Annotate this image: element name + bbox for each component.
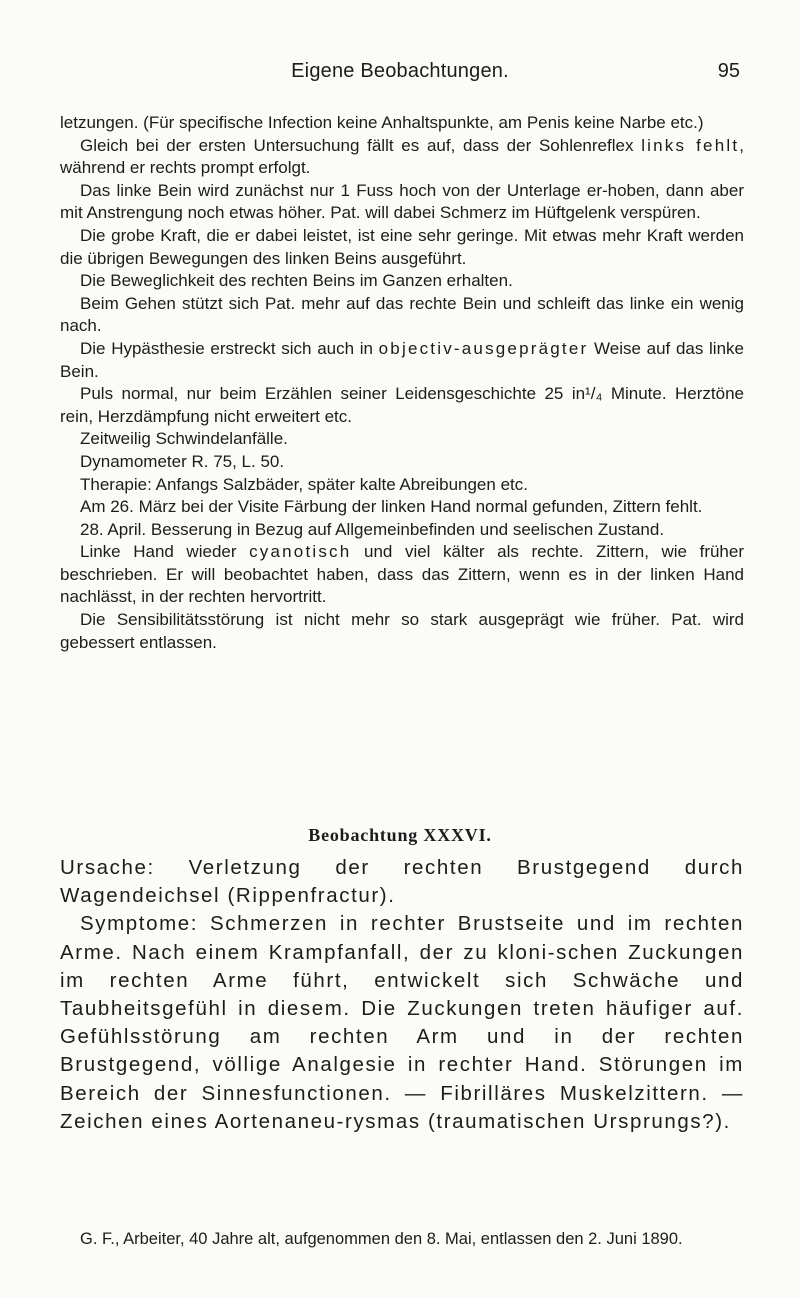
case-summary <box>60 854 744 1136</box>
paragraph: 28. April. Besserung in Bezug auf Allgemeinbefinden und seelischen Zustand. <box>80 519 665 539</box>
paragraph: Die grobe Kraft, die er dabei leistet, ist eine sehr geringe. Mit etwas mehr Kraft werden die übrigen Bewegungen des linken Beins ausgeführt. <box>60 225 744 268</box>
paragraph <box>60 541 744 609</box>
paragraph: Beim Gehen stützt sich Pat. mehr auf das rechte Bein und schleift das linke ein wenig nach. <box>60 293 744 336</box>
main-text <box>60 112 744 654</box>
page-header <box>60 60 740 90</box>
paragraph-text: , während er rechts prompt erfolgt. <box>60 135 744 178</box>
emphasized-text: objectiv-ausgeprägter <box>378 338 589 358</box>
paragraph: Die Sensibilitätsstörung ist nicht mehr so stark ausgeprägt wie früher. Pat. wird gebessert entlassen. <box>60 610 744 652</box>
paragraph-text: und viel kälter als rechte. Zittern, wie früher beschrieben. Er will beobachtet haben, dass das Zittern, wenn es in der linken Hand nachlässt, in der rechten hervortritt. <box>60 542 744 607</box>
paragraph <box>60 338 744 383</box>
paragraph: Puls normal, nur beim Erzählen seiner Leidensgeschichte 25 in¹/₄ Minute. Herztöne rein, Herzdämpfung nicht erweitert etc. <box>60 384 744 426</box>
page-number: 95 <box>717 60 740 82</box>
paragraph: Zeitweilig Schwindelanfälle. <box>80 429 288 449</box>
section-heading: Beobachtung XXXVI. <box>308 825 492 845</box>
paragraph: Die Beweglichkeit des rechten Beins im Ganzen erhalten. <box>80 271 513 291</box>
paragraph: Therapie: Anfangs Salzbäder, später kalte Abreibungen etc. <box>80 474 528 494</box>
paragraph-text: Linke Hand wieder <box>80 542 250 562</box>
paragraph: Am 26. März bei der Visite Färbung der linken Hand normal gefunden, Zittern fehlt. <box>80 497 703 517</box>
patient-info: G. F., Arbeiter, 40 Jahre alt, aufgenommen den 8. Mai, entlassen den 2. Juni 1890. <box>80 1230 683 1248</box>
paragraph: Dynamometer R. 75, L. 50. <box>80 451 285 471</box>
paragraph: Das linke Bein wird zunächst nur 1 Fuss hoch von der Unterlage er-hoben, dann aber mit Anstrengung noch etwas höher. Pat. will dabei Schmerz im Hüftgelenk verspüren. <box>60 180 744 223</box>
paragraph-text: Gleich bei der ersten Untersuchung fällt es auf, dass der Sohlenreflex <box>80 135 642 155</box>
emphasized-text: links fehlt <box>641 135 740 155</box>
running-title: Eigene Beobachtungen. <box>291 60 509 82</box>
paragraph-text: Die Hypästhesie erstreckt sich auch in <box>80 338 379 358</box>
paragraph-text: Weise auf das linke Bein. <box>60 338 744 381</box>
paragraph <box>60 135 744 180</box>
emphasized-text: cyanotisch <box>249 542 352 562</box>
cause-paragraph: Ursache: Verletzung der rechten Brustgegend durch Wagendeichsel (Rippenfractur). <box>60 856 744 908</box>
symptoms-paragraph: Symptome: Schmerzen in rechter Brustseite und im rechten Arme. Nach einem Krampfanfall, der zu kloni-schen Zuckungen im rechten Arme führt, entwickelt sich Schwäche und Taubheitsgefühl in diesem. Die Zuckungen treten häufiger auf. Gefühlsstörung am rechten Arm und in der rechten Brustgegend, völlige Analgesie in rechter Hand. Störungen im Bereich der Sinnesfunctionen. — Fibrilläres Muskelzittern. — Zeichen eines Aortenaneu-rysmas (traumatischen Ursprungs?). <box>60 912 744 1133</box>
paragraph: letzungen. (Für specifische Infection keine Anhaltspunkte, am Penis keine Narbe etc.) <box>60 113 704 132</box>
